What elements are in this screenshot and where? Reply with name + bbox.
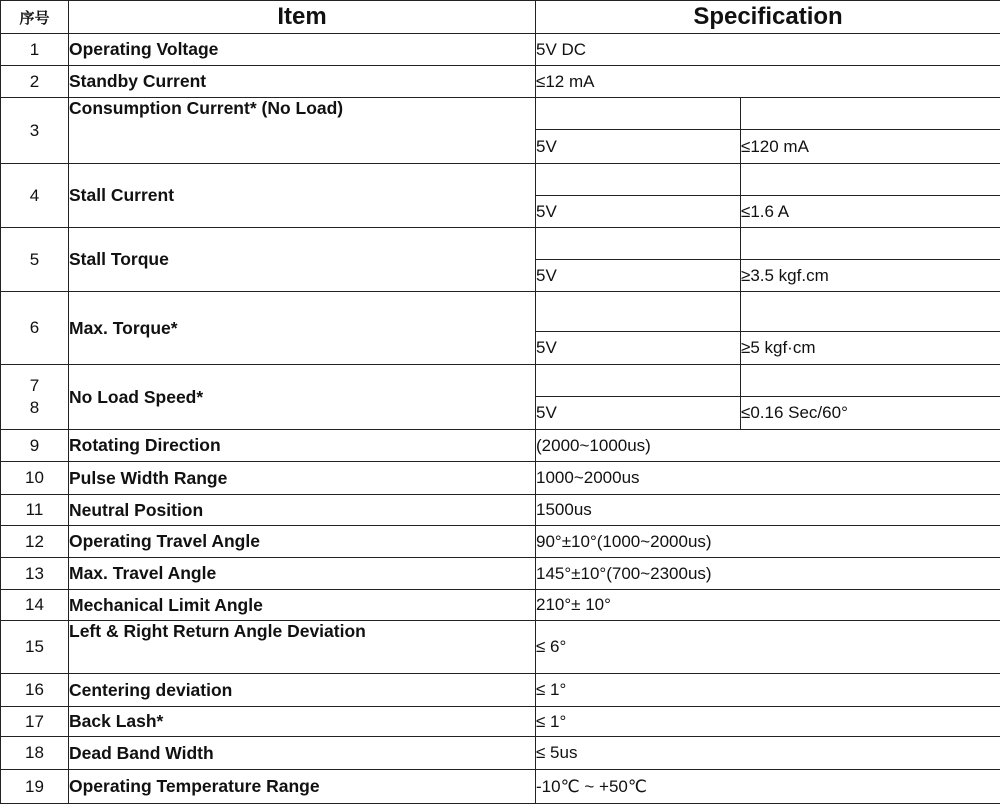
row-number: 7	[1, 375, 68, 397]
spec-value: ≤1.6 A	[741, 196, 1000, 228]
spec-value: 145°±10°(700~2300us)	[536, 558, 1000, 590]
table-row	[1, 365, 1000, 397]
header-specification: Specification	[536, 1, 1000, 34]
item-name: Mechanical Limit Angle	[69, 590, 536, 621]
spec-voltage: 5V	[536, 260, 741, 292]
table-row	[1, 558, 1000, 590]
item-name: Standby Current	[69, 66, 536, 98]
spec-empty-cell	[741, 365, 1000, 397]
table-row	[1, 292, 1000, 332]
row-number: 2	[1, 66, 69, 98]
item-name: No Load Speed*	[69, 365, 536, 430]
spec-empty-cell	[536, 228, 741, 260]
spec-value: ≤ 5us	[536, 737, 1000, 770]
table-row	[1, 526, 1000, 558]
row-number: 14	[1, 590, 69, 621]
row-number: 15	[1, 621, 69, 674]
spec-voltage: 5V	[536, 130, 741, 164]
row-number: 9	[1, 430, 69, 462]
spec-value: ≤ 6°	[536, 621, 1000, 674]
spec-empty-cell	[536, 164, 741, 196]
spec-empty-cell	[741, 292, 1000, 332]
item-name: Back Lash*	[69, 707, 536, 737]
row-number: 5	[1, 228, 69, 292]
spec-empty-cell	[536, 292, 741, 332]
spec-value: ≤12 mA	[536, 66, 1000, 98]
spec-empty-cell	[741, 164, 1000, 196]
spec-value: ≤ 1°	[536, 707, 1000, 737]
item-name: Pulse Width Range	[69, 462, 536, 495]
table-row	[1, 590, 1000, 621]
row-number: 4	[1, 164, 69, 228]
item-name: Centering deviation	[69, 674, 536, 707]
row-number: 13	[1, 558, 69, 590]
table-row	[1, 164, 1000, 196]
row-number: 1	[1, 34, 69, 66]
item-name: Max. Travel Angle	[69, 558, 536, 590]
header-item: Item	[69, 1, 536, 34]
row-number: 12	[1, 526, 69, 558]
row-number: 18	[1, 737, 69, 770]
item-name: Stall Torque	[69, 228, 536, 292]
spec-empty-cell	[741, 98, 1000, 130]
row-number: 17	[1, 707, 69, 737]
row-number: 3	[1, 98, 69, 164]
item-name: Operating Voltage	[69, 34, 536, 66]
header-no: 序号	[1, 1, 69, 34]
item-name: Consumption Current* (No Load)	[69, 98, 536, 164]
spec-empty-cell	[536, 365, 741, 397]
spec-value: ≤ 1°	[536, 674, 1000, 707]
table-row	[1, 737, 1000, 770]
row-number: 19	[1, 770, 69, 804]
row-number-pair	[1, 365, 69, 430]
table-row	[1, 462, 1000, 495]
spec-voltage: 5V	[536, 332, 741, 365]
spec-voltage: 5V	[536, 397, 741, 430]
spec-value: 1500us	[536, 495, 1000, 526]
table-row	[1, 770, 1000, 804]
table-row	[1, 98, 1000, 130]
table-row	[1, 707, 1000, 737]
header-row	[1, 1, 1000, 34]
spec-value: 1000~2000us	[536, 462, 1000, 495]
table-row	[1, 430, 1000, 462]
item-name: Left & Right Return Angle Deviation	[69, 621, 536, 674]
row-number: 16	[1, 674, 69, 707]
item-name: Rotating Direction	[69, 430, 536, 462]
spec-empty-cell	[741, 228, 1000, 260]
spec-value: 210°± 10°	[536, 590, 1000, 621]
table-row	[1, 621, 1000, 674]
table-row	[1, 66, 1000, 98]
spec-empty-cell	[536, 98, 741, 130]
table-row	[1, 495, 1000, 526]
item-name: Neutral Position	[69, 495, 536, 526]
item-name: Operating Travel Angle	[69, 526, 536, 558]
spec-value: (2000~1000us)	[536, 430, 1000, 462]
item-name: Operating Temperature Range	[69, 770, 536, 804]
spec-voltage: 5V	[536, 196, 741, 228]
spec-value: ≥3.5 kgf.cm	[741, 260, 1000, 292]
item-name: Max. Torque*	[69, 292, 536, 365]
spec-value: ≤0.16 Sec/60°	[741, 397, 1000, 430]
spec-value: ≥5 kgf·cm	[741, 332, 1000, 365]
row-number: 8	[1, 397, 68, 419]
table-row	[1, 34, 1000, 66]
row-number: 11	[1, 495, 69, 526]
spec-value: 5V DC	[536, 34, 1000, 66]
table-row	[1, 228, 1000, 260]
row-number: 10	[1, 462, 69, 495]
item-name: Stall Current	[69, 164, 536, 228]
item-name: Dead Band Width	[69, 737, 536, 770]
table-row	[1, 674, 1000, 707]
spec-value: ≤120 mA	[741, 130, 1000, 164]
spec-value: -10℃ ~ +50℃	[536, 770, 1000, 804]
row-number: 6	[1, 292, 69, 365]
spec-value: 90°±10°(1000~2000us)	[536, 526, 1000, 558]
